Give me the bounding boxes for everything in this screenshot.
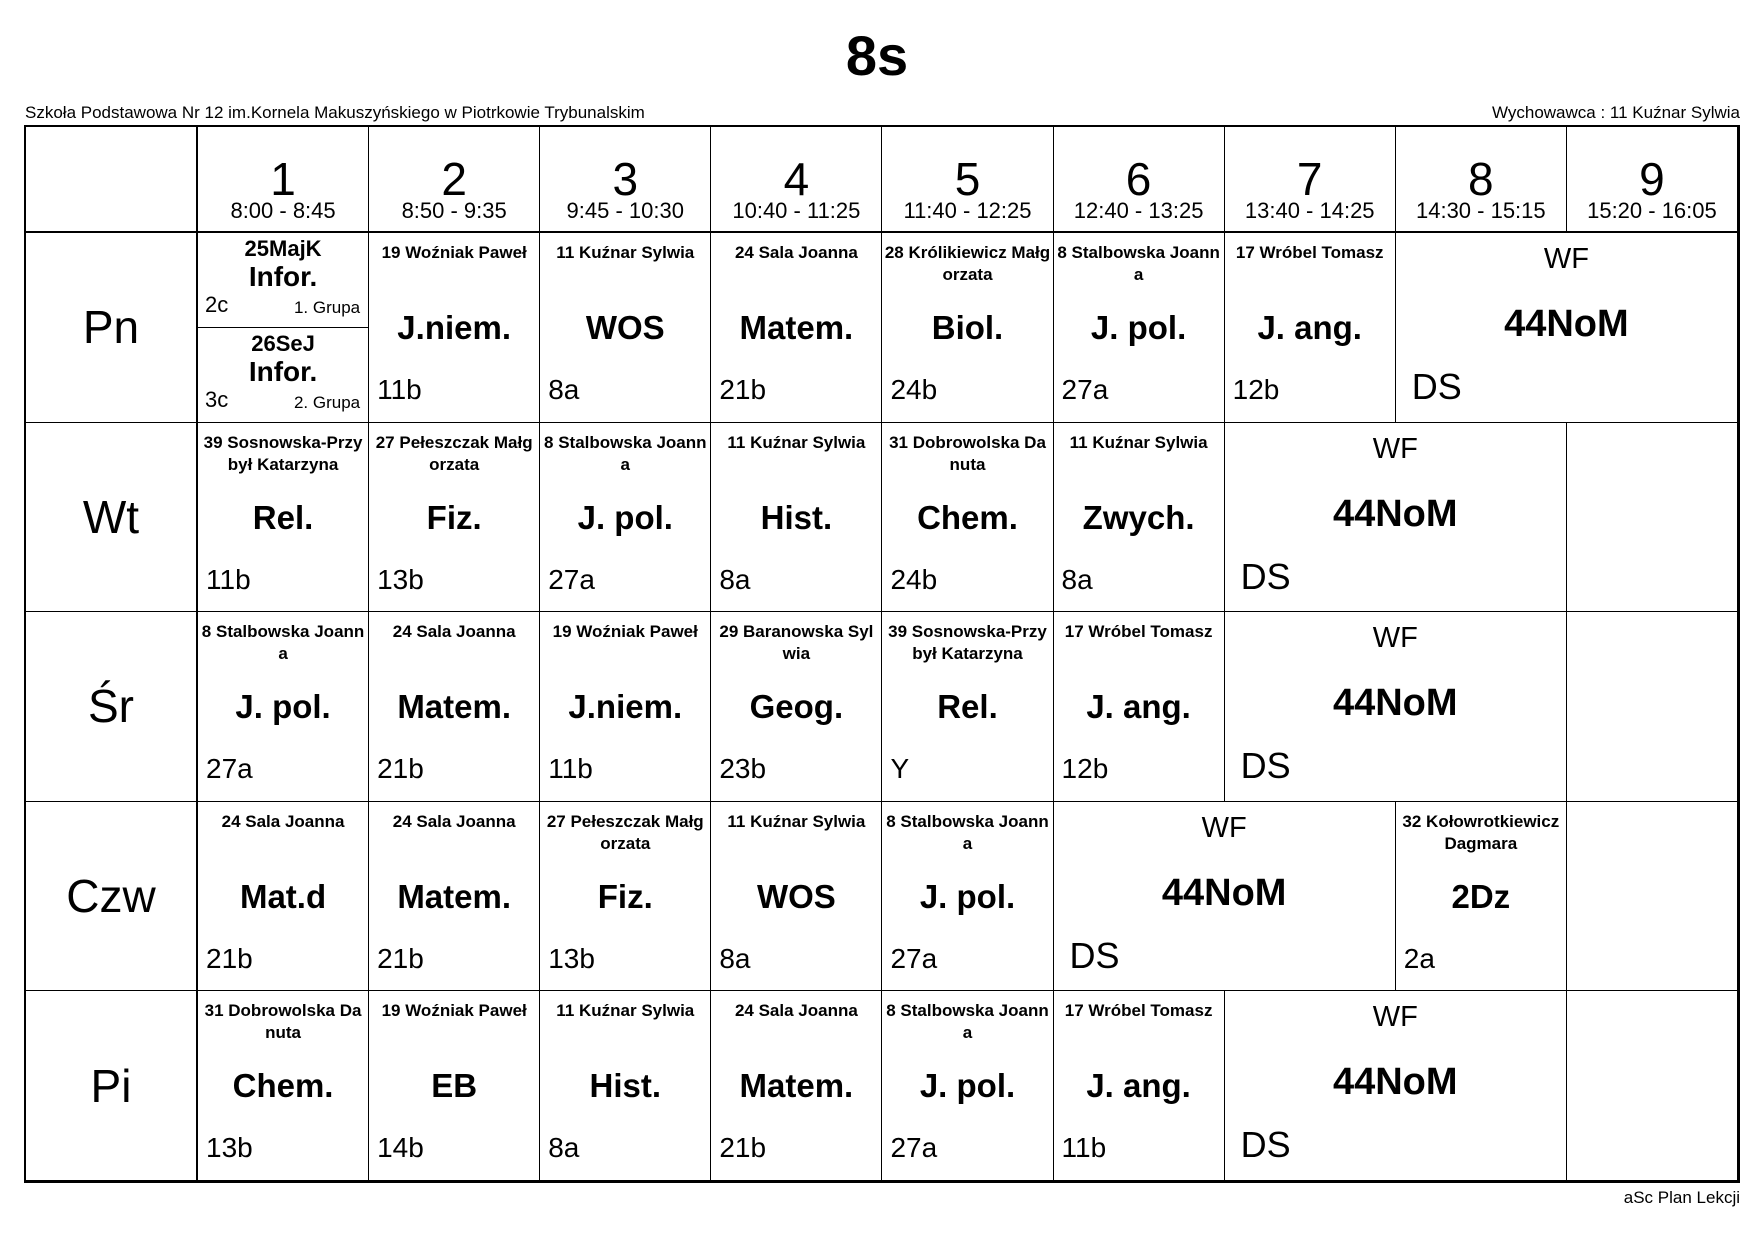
teacher-name: 11 Kuźnar Sylwia bbox=[727, 811, 866, 831]
teacher-name: 8 Stalbowska Joanna bbox=[201, 622, 365, 664]
pe-title: WF bbox=[1372, 1001, 1418, 1034]
pe-extra: DS bbox=[1240, 1124, 1291, 1166]
period-header bbox=[1396, 127, 1567, 233]
teacher-name: 19 Woźniak Paweł bbox=[381, 1001, 527, 1021]
period-time: 15:20 - 16:05 bbox=[1587, 198, 1717, 223]
timetable-grid bbox=[24, 125, 1740, 1183]
lesson-cell[interactable] bbox=[711, 423, 882, 613]
subject: Infor. bbox=[248, 261, 318, 292]
lesson-cell[interactable] bbox=[369, 991, 540, 1181]
period-header bbox=[198, 127, 369, 233]
room: 2a bbox=[1403, 942, 1435, 974]
lesson-cell[interactable] bbox=[369, 612, 540, 802]
lesson-cell[interactable] bbox=[1054, 233, 1225, 423]
group-lesson[interactable] bbox=[198, 233, 368, 328]
room: 13b bbox=[206, 1132, 253, 1164]
teacher-name: 19 Woźniak Paweł bbox=[552, 622, 698, 642]
lesson-cell[interactable] bbox=[198, 423, 369, 613]
teacher-name: 17 Wróbel Tomasz bbox=[1064, 1001, 1213, 1021]
page-title: 8s bbox=[845, 24, 909, 87]
room: 8a bbox=[1061, 563, 1093, 595]
room: 13b bbox=[377, 563, 424, 595]
subject: WOS bbox=[585, 309, 665, 346]
period-number: 2 bbox=[441, 153, 467, 205]
teacher-name: 27 Pełeszczak Małgorzata bbox=[546, 811, 704, 853]
pe-code: 44NoM bbox=[1332, 1061, 1458, 1104]
teacher-name: 28 Królikiewicz Małgorzata bbox=[884, 243, 1051, 284]
period-number: 9 bbox=[1639, 153, 1665, 205]
pe-lesson-cell[interactable] bbox=[1054, 802, 1396, 992]
lesson-cell[interactable] bbox=[198, 802, 369, 992]
room: 27a bbox=[890, 942, 938, 974]
period-header bbox=[540, 127, 711, 233]
group-label: 1. Grupa bbox=[293, 298, 361, 317]
subject: Fiz. bbox=[597, 877, 653, 915]
subject: Zwych. bbox=[1082, 498, 1195, 536]
pe-code: 44NoM bbox=[1504, 303, 1629, 345]
footer-credit: aSc Plan Lekcji bbox=[1623, 1188, 1740, 1207]
teacher-name: 24 Sala Joanna bbox=[221, 811, 345, 831]
room: 3c bbox=[205, 386, 229, 412]
pe-code: 44NoM bbox=[1332, 682, 1458, 725]
group-lesson[interactable] bbox=[198, 328, 368, 422]
subject: J.niem. bbox=[568, 688, 683, 726]
teacher-name: 17 Wróbel Tomasz bbox=[1235, 243, 1384, 262]
pe-lesson-cell[interactable] bbox=[1225, 991, 1567, 1181]
teacher-name: 24 Sala Joanna bbox=[734, 243, 858, 262]
lesson-cell[interactable] bbox=[369, 423, 540, 613]
period-number: 6 bbox=[1125, 153, 1152, 205]
lesson-cell[interactable] bbox=[882, 612, 1053, 802]
subject: J. pol. bbox=[235, 688, 331, 726]
room: 23b bbox=[719, 753, 767, 785]
empty-cell bbox=[1567, 991, 1738, 1181]
lesson-cell[interactable] bbox=[1054, 991, 1225, 1181]
lesson-cell[interactable] bbox=[1054, 612, 1225, 802]
period-time: 11:40 - 12:25 bbox=[903, 198, 1032, 223]
subject: J. pol. bbox=[919, 1067, 1016, 1105]
teacher-code: 25MajK bbox=[244, 236, 322, 261]
lesson-cell[interactable] bbox=[198, 612, 369, 802]
room: 21b bbox=[719, 374, 767, 405]
lesson-cell[interactable] bbox=[882, 991, 1053, 1181]
period-time: 12:40 - 13:25 bbox=[1073, 198, 1204, 223]
room: 12b bbox=[1061, 753, 1109, 785]
pe-extra: DS bbox=[1069, 934, 1120, 976]
period-header bbox=[369, 127, 540, 233]
room: 27a bbox=[206, 753, 253, 785]
lesson-cell[interactable] bbox=[198, 991, 369, 1181]
subject: J. pol. bbox=[919, 877, 1016, 915]
pe-code: 44NoM bbox=[1332, 492, 1458, 535]
pe-lesson-cell[interactable] bbox=[1396, 233, 1738, 423]
period-time: 8:00 - 8:45 bbox=[230, 198, 336, 223]
room: 11b bbox=[548, 753, 593, 785]
room: 8a bbox=[548, 374, 580, 405]
subject: J.niem. bbox=[397, 309, 512, 346]
period-time: 13:40 - 14:25 bbox=[1244, 198, 1375, 223]
lesson-cell[interactable] bbox=[882, 802, 1053, 992]
subject: Hist. bbox=[589, 1067, 662, 1105]
period-time: 14:30 - 15:15 bbox=[1415, 198, 1546, 223]
room: 21b bbox=[206, 942, 253, 974]
room: 14b bbox=[377, 1132, 424, 1164]
lesson-cell[interactable] bbox=[711, 802, 882, 992]
lesson-cell[interactable] bbox=[540, 991, 711, 1181]
day-label: Pn bbox=[26, 233, 198, 423]
corner-cell bbox=[26, 127, 198, 233]
subject: WOS bbox=[756, 877, 836, 915]
room: 21b bbox=[377, 753, 424, 785]
subject: J. pol. bbox=[1090, 309, 1187, 346]
subject: Mat.d bbox=[239, 877, 327, 915]
school-name: Szkoła Podstawowa Nr 12 im.Kornela Makuszyńskiego w Piotrkowie Trybunalskim bbox=[25, 103, 645, 122]
room: 24b bbox=[890, 563, 938, 595]
subject: Chem. bbox=[232, 1067, 334, 1105]
pe-title: WF bbox=[1543, 243, 1589, 275]
lesson-cell[interactable] bbox=[369, 233, 540, 423]
pe-title: WF bbox=[1201, 811, 1247, 844]
lesson-cell[interactable] bbox=[711, 612, 882, 802]
day-label: Pi bbox=[26, 991, 198, 1181]
period-number: 3 bbox=[612, 153, 639, 205]
teacher-name: 11 Kuźnar Sylwia bbox=[556, 243, 695, 262]
period-number: 1 bbox=[270, 153, 296, 205]
teacher-name: 17 Wróbel Tomasz bbox=[1064, 622, 1213, 642]
room: 24b bbox=[890, 374, 938, 405]
room: 11b bbox=[377, 374, 422, 405]
lesson-cell[interactable] bbox=[540, 612, 711, 802]
lesson-cell[interactable] bbox=[1054, 423, 1225, 613]
period-number: 8 bbox=[1468, 153, 1494, 205]
subject: Matem. bbox=[397, 877, 512, 915]
group-label: 2. Grupa bbox=[293, 392, 361, 412]
period-number: 4 bbox=[783, 153, 810, 205]
empty-cell bbox=[1567, 802, 1738, 992]
pe-extra: DS bbox=[1240, 745, 1291, 787]
room: 13b bbox=[548, 942, 595, 974]
lesson-cell[interactable] bbox=[882, 423, 1053, 613]
pe-title: WF bbox=[1372, 622, 1418, 655]
subject: Biol. bbox=[931, 309, 1004, 346]
room: 27a bbox=[890, 1132, 938, 1164]
room: 21b bbox=[377, 942, 424, 974]
period-time: 10:40 - 11:25 bbox=[732, 198, 861, 223]
pe-extra: DS bbox=[1411, 366, 1462, 407]
teacher-name: 31 Dobrowolska Danuta bbox=[204, 1001, 362, 1043]
teacher-name: 27 Pełeszczak Małgorzata bbox=[375, 432, 533, 474]
lesson-cell[interactable] bbox=[540, 802, 711, 992]
teacher-name: 19 Woźniak Paweł bbox=[381, 243, 527, 262]
subject: Chem. bbox=[917, 498, 1018, 536]
subject: J. ang. bbox=[1086, 1067, 1191, 1105]
room: 27a bbox=[548, 563, 595, 595]
subject: Geog. bbox=[749, 688, 844, 726]
subject: Matem. bbox=[739, 309, 854, 346]
lesson-cell[interactable] bbox=[540, 423, 711, 613]
teacher-name: 8 Stalbowska Joanna bbox=[544, 432, 707, 474]
lesson-cell[interactable] bbox=[711, 991, 882, 1181]
teacher-name: 8 Stalbowska Joanna bbox=[1057, 243, 1220, 284]
subject: J. ang. bbox=[1257, 309, 1362, 346]
teacher-name: 11 Kuźnar Sylwia bbox=[556, 1001, 695, 1021]
period-time: 9:45 - 10:30 bbox=[566, 198, 684, 223]
room: 12b bbox=[1232, 374, 1280, 405]
room: 8a bbox=[548, 1132, 580, 1164]
lesson-cell-split[interactable] bbox=[198, 233, 369, 423]
teacher-name: 11 Kuźnar Sylwia bbox=[727, 432, 866, 452]
period-number: 5 bbox=[954, 153, 981, 205]
lesson-cell[interactable] bbox=[369, 802, 540, 992]
room: 11b bbox=[206, 563, 251, 595]
lesson-cell[interactable] bbox=[540, 233, 711, 423]
pe-title: WF bbox=[1372, 432, 1418, 465]
subject: EB bbox=[431, 1067, 478, 1105]
teacher-name: 8 Stalbowska Joanna bbox=[886, 811, 1049, 853]
day-label: Wt bbox=[26, 423, 198, 613]
teacher-name: 8 Stalbowska Joanna bbox=[886, 1001, 1049, 1043]
period-header bbox=[1567, 127, 1738, 233]
room: 21b bbox=[719, 1132, 767, 1164]
period-header bbox=[1225, 127, 1396, 233]
teacher-name: 39 Sosnowska-Przybył Katarzyna bbox=[888, 622, 1047, 664]
subject: Rel. bbox=[937, 688, 998, 726]
lesson-cell[interactable] bbox=[882, 233, 1053, 423]
period-header bbox=[1054, 127, 1225, 233]
empty-cell bbox=[1567, 612, 1738, 802]
subject: Hist. bbox=[760, 498, 833, 536]
subject: J. ang. bbox=[1086, 688, 1191, 726]
period-time: 8:50 - 9:35 bbox=[401, 198, 507, 223]
subject: Rel. bbox=[252, 498, 314, 536]
subject: Matem. bbox=[397, 688, 512, 726]
lesson-cell[interactable] bbox=[711, 233, 882, 423]
room: Y bbox=[890, 753, 910, 785]
room: 8a bbox=[719, 942, 751, 974]
room: 11b bbox=[1061, 1132, 1107, 1164]
class-tutor: Wychowawca : 11 Kuźnar Sylwia bbox=[1491, 103, 1740, 122]
teacher-name: 24 Sala Joanna bbox=[392, 622, 516, 642]
teacher-code: 26SeJ bbox=[251, 330, 315, 356]
pe-lesson-cell[interactable] bbox=[1225, 612, 1567, 802]
lesson-cell[interactable] bbox=[1396, 802, 1567, 992]
period-header bbox=[882, 127, 1053, 233]
period-header bbox=[711, 127, 882, 233]
teacher-name: 31 Dobrowolska Danuta bbox=[889, 432, 1046, 474]
subject: Fiz. bbox=[426, 498, 482, 536]
teacher-name: 29 Baranowska Sylwia bbox=[719, 622, 874, 664]
teacher-name: 24 Sala Joanna bbox=[392, 811, 516, 831]
subject: Matem. bbox=[739, 1067, 854, 1105]
room: 2c bbox=[205, 292, 229, 317]
day-label: Śr bbox=[26, 612, 198, 802]
subject: J. pol. bbox=[577, 498, 673, 536]
period-number: 7 bbox=[1296, 153, 1323, 205]
room: 8a bbox=[719, 563, 751, 595]
pe-lesson-cell[interactable] bbox=[1225, 423, 1567, 613]
lesson-cell[interactable] bbox=[1225, 233, 1396, 423]
day-label: Czw bbox=[26, 802, 198, 992]
pe-extra: DS bbox=[1240, 555, 1291, 597]
pe-code: 44NoM bbox=[1161, 871, 1287, 914]
subject: Infor. bbox=[248, 355, 318, 387]
teacher-name: 32 Kołowrotkiewicz Dagmara bbox=[1402, 811, 1560, 853]
subject: 2Dz bbox=[1451, 877, 1511, 915]
teacher-name: 39 Sosnowska-Przybył Katarzyna bbox=[203, 432, 363, 474]
empty-cell bbox=[1567, 423, 1738, 613]
teacher-name: 24 Sala Joanna bbox=[734, 1001, 858, 1021]
teacher-name: 11 Kuźnar Sylwia bbox=[1069, 432, 1208, 452]
room: 27a bbox=[1061, 374, 1109, 405]
